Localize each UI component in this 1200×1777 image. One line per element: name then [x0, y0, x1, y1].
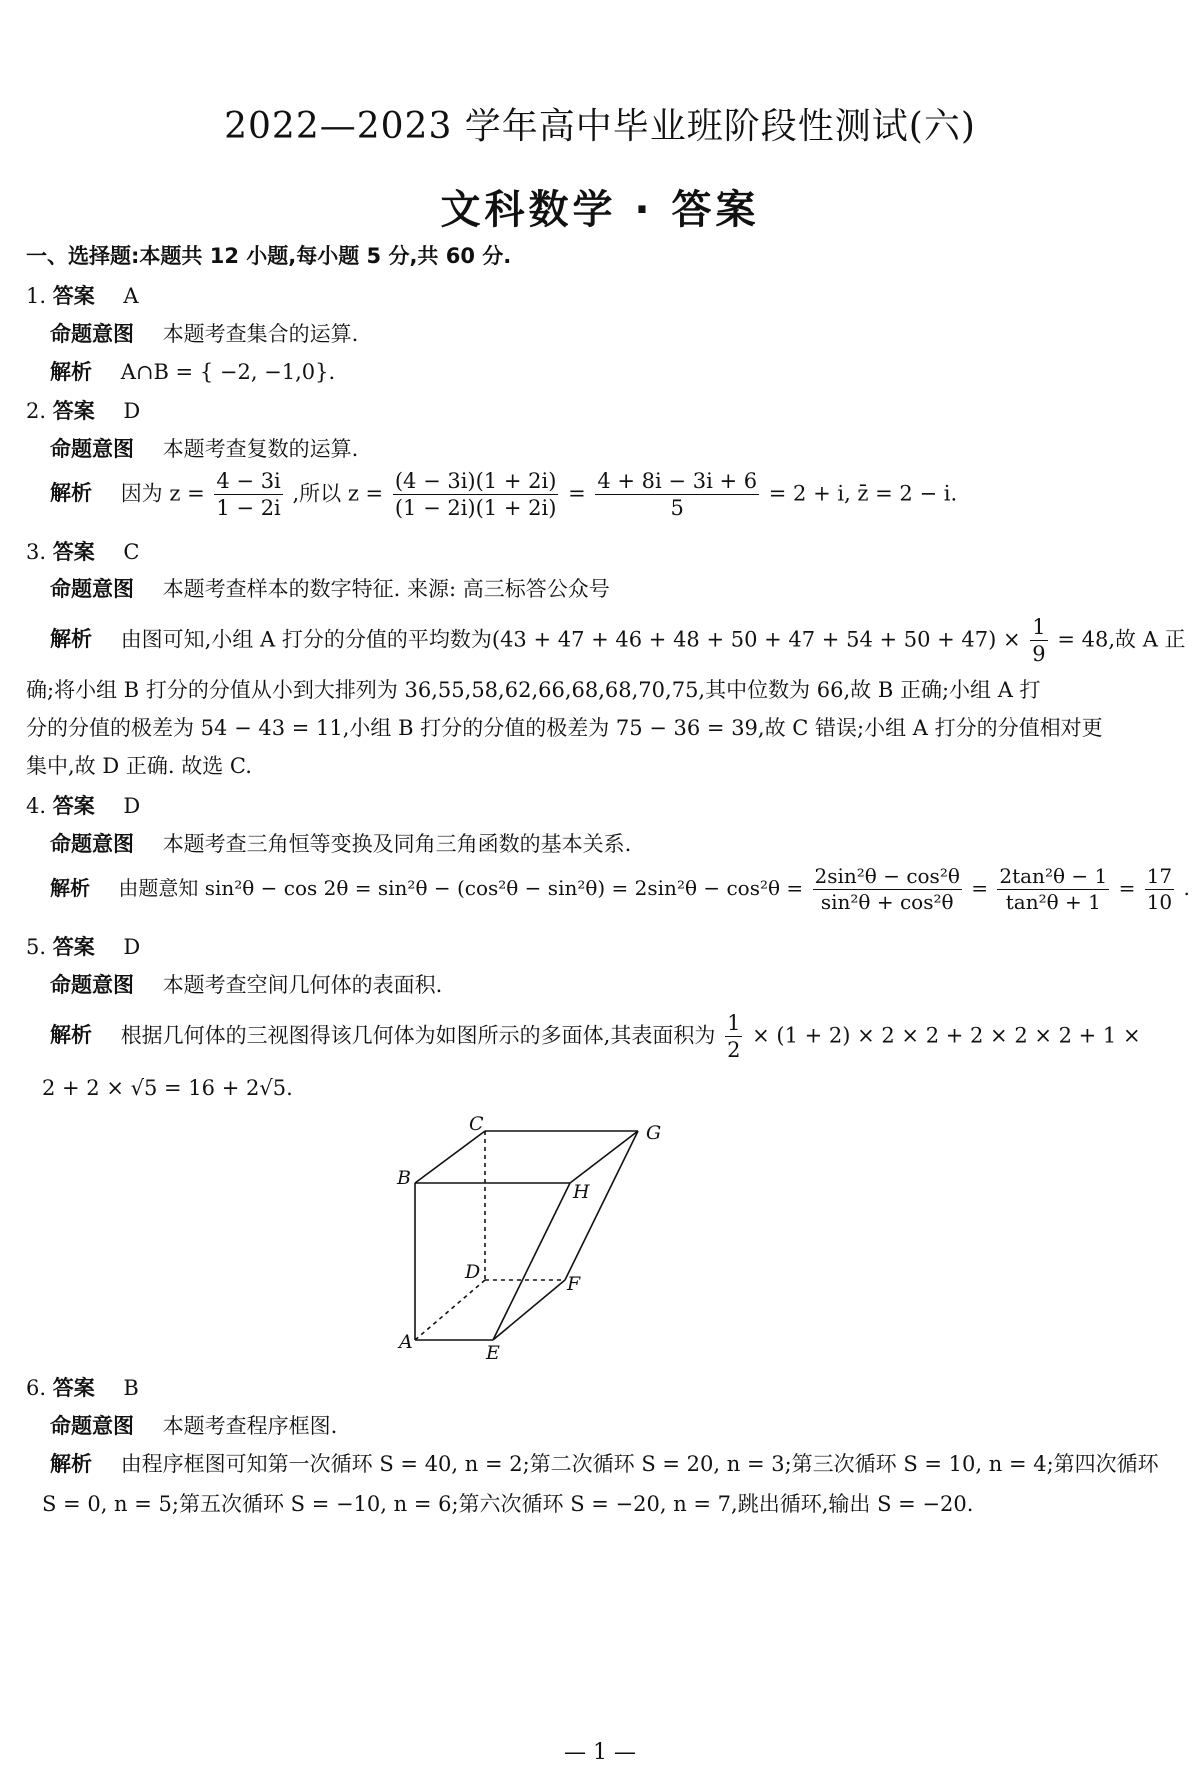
- q4-answer-row: [26, 790, 140, 820]
- q3-analysis-line4: 集中,故 D 正确. 故选 C.: [26, 754, 252, 778]
- vertex-label-c: C: [469, 1113, 484, 1135]
- q5-fraction: $\frac{1}{2}$: [727, 1011, 741, 1063]
- q2-number: 2.: [26, 399, 47, 423]
- edge-gh: [570, 1131, 638, 1183]
- q3-analysis-line2: 确;将小组 B 打分的分值从小到大排列为 36,55,58,62,66,68,68,70,75,其中位数为 66,故 B 正确;小组 A 打: [26, 678, 1041, 702]
- q6-analysis-row: [50, 1448, 1159, 1478]
- q3-analysis-label: 解析: [50, 627, 92, 652]
- q6-number: 6.: [26, 1376, 47, 1400]
- q2-analysis-pre: 因为 z =: [120, 481, 205, 506]
- q1-answer: A: [123, 284, 139, 308]
- q3-analysis-row: [50, 614, 1186, 668]
- page-title: 2022—2023 学年高中毕业班阶段性测试(六): [224, 106, 976, 147]
- q4-answer: D: [123, 794, 141, 818]
- q6-analysis-line2: S = 0, n = 5;第五次循环 S = −10, n = 6;第六次循环 S = −20, n = 7,跳出循环,输出 S = −20.: [42, 1492, 974, 1516]
- q3-answer-label: 答案: [52, 540, 95, 564]
- q2-analysis-label: 解析: [50, 481, 92, 506]
- q3-analysis-line3: 分的分值的极差为 54 − 43 = 11,小组 B 打分的分值的极差为 75 − 36 = 39,故 C 错误;小组 A 打分的分值相对更: [26, 716, 1103, 740]
- q1-number: 1.: [26, 284, 47, 308]
- q6-intent-label: 命题意图: [50, 1414, 134, 1438]
- q1-analysis-label: 解析: [50, 360, 92, 384]
- q2-fraction-3: $\frac{4 + 8i - 3i + 6}{5}$: [597, 469, 758, 521]
- q5-answer-row: [26, 931, 140, 961]
- q3-analysis-post: = 48,故 A 正: [1057, 627, 1186, 652]
- q4-intent: 本题考查三角恒等变换及同角三角函数的基本关系.: [162, 832, 632, 856]
- q4-fraction-3: $\frac{17}{10}$: [1146, 864, 1173, 914]
- q3-analysis-pre: 由图可知,小组 A 打分的分值的平均数为(43 + 47 + 46 + 48 + 50 + 47 + 54 + 50 + 47) ×: [120, 627, 1021, 652]
- q1-intent-row: [50, 318, 358, 348]
- q4-intent-label: 命题意图: [50, 832, 134, 856]
- q5-intent-row: [50, 969, 442, 999]
- q5-intent-label: 命题意图: [50, 973, 134, 997]
- page-subtitle: 文科数学 · 答案: [440, 187, 760, 233]
- q4-analysis-row: 解析 由题意知 sin²θ − cos 2θ = sin²θ − (cos²θ − sin²θ) = 2sin²θ − cos²θ = $\frac{\text{2sin²θ − cos²θ}}{\text{sin²θ + cos²θ}}$ = $\frac{\text{2tan²θ − 1}}{\text{tan²θ + 1}}$ = $\frac{17}{10}$ .: [50, 864, 1190, 914]
- section-heading: 一、选择题:本题共 12 小题,每小题 5 分,共 60 分.: [26, 244, 512, 268]
- q2-analysis-mid: ,所以 z =: [292, 481, 384, 506]
- q5-analysis-pre: 根据几何体的三视图得该几何体为如图所示的多面体,其表面积为: [120, 1023, 716, 1048]
- q3-fraction: $\frac{1}{9}$: [1032, 615, 1046, 667]
- q2-fraction-2: $\frac{(4 - 3i)(1 + 2i)}{(1 - 2i)(1 + 2i)}$: [394, 469, 557, 521]
- q3-intent: 本题考查样本的数字特征. 来源: 高三标答公众号: [162, 577, 610, 601]
- q4-analysis-label: 解析: [50, 876, 90, 900]
- q5-answer: D: [123, 935, 141, 959]
- q3-answer-row: [26, 536, 140, 566]
- q6-answer: B: [123, 1376, 139, 1400]
- edge-he: [493, 1183, 570, 1340]
- q5-intent: 本题考查空间几何体的表面积.: [162, 973, 443, 997]
- vertex-label-d: D: [465, 1261, 481, 1283]
- q2-analysis-end: = 2 + i, z̄ = 2 − i.: [768, 481, 958, 506]
- q1-answer-label: 答案: [52, 284, 95, 308]
- edge-gf: [565, 1131, 638, 1280]
- edge-fe: [493, 1280, 565, 1340]
- q4-number: 4.: [26, 794, 47, 818]
- q2-intent: 本题考查复数的运算.: [162, 437, 359, 461]
- polyhedron-figure: [397, 1108, 700, 1364]
- q6-analysis-label: 解析: [50, 1452, 92, 1476]
- vertex-label-h: H: [573, 1181, 590, 1203]
- q4-intent-row: [50, 828, 631, 858]
- q5-analysis-line2: 2 + 2 × √5 = 16 + 2√5.: [42, 1076, 293, 1100]
- q5-analysis-row: [50, 1010, 1141, 1064]
- edge-bc: [415, 1131, 485, 1183]
- page-number: — 1 —: [564, 1740, 636, 1765]
- q2-answer: D: [123, 399, 141, 423]
- q2-intent-row: [50, 433, 358, 463]
- q6-intent-row: [50, 1410, 337, 1440]
- q1-analysis-row: [50, 356, 335, 386]
- vertex-label-f: F: [567, 1273, 581, 1295]
- q4-analysis-pre: 由题意知 sin²θ − cos 2θ = sin²θ − (cos²θ − sin²θ) = 2sin²θ − cos²θ =: [118, 876, 804, 900]
- q5-analysis-post: × (1 + 2) × 2 × 2 + 2 × 2 × 2 + 1 ×: [752, 1023, 1141, 1048]
- vertex-label-g: G: [646, 1122, 662, 1144]
- q2-answer-row: [26, 395, 140, 425]
- q6-answer-label: 答案: [52, 1376, 95, 1400]
- q2-fraction-1: $\frac{4 - 3i}{1 - 2i}$: [216, 469, 281, 521]
- vertex-label-e: E: [486, 1342, 500, 1364]
- q6-answer-row: [26, 1372, 139, 1402]
- q4-fraction-1: $\frac{\text{2sin²θ − cos²θ}}{\text{sin²θ + cos²θ}}$: [814, 864, 960, 914]
- q3-intent-row: [50, 573, 610, 603]
- q1-answer-row: [26, 280, 139, 310]
- q4-answer-label: 答案: [52, 794, 95, 818]
- vertex-label-a: A: [399, 1331, 413, 1353]
- q1-analysis: A∩B = { −2, −1,0}.: [120, 360, 336, 384]
- q4-fraction-2: $\frac{\text{2tan²θ − 1}}{\text{tan²θ + 1}}$: [999, 864, 1108, 914]
- q1-intent: 本题考查集合的运算.: [162, 322, 359, 346]
- q5-number: 5.: [26, 935, 47, 959]
- q3-number: 3.: [26, 540, 47, 564]
- vertex-label-b: B: [397, 1167, 411, 1189]
- q1-intent-label: 命题意图: [50, 322, 134, 346]
- q5-answer-label: 答案: [52, 935, 95, 959]
- edge-da-hidden: [415, 1280, 485, 1340]
- q6-intent: 本题考查程序框图.: [162, 1414, 338, 1438]
- q5-analysis-label: 解析: [50, 1023, 92, 1048]
- q2-intent-label: 命题意图: [50, 437, 134, 461]
- q6-analysis-line1: 由程序框图可知第一次循环 S = 40, n = 2;第二次循环 S = 20, n = 3;第三次循环 S = 10, n = 4;第四次循环: [120, 1452, 1159, 1476]
- q3-answer: C: [123, 540, 140, 564]
- q2-analysis-row: 解析 因为 z = $\frac{4 - 3i}{1 - 2i}$ ,所以 z = $\frac{(4 - 3i)(1 + 2i)}{(1 - 2i)(1 + 2i)}$ = $\frac{4 + 8i - 3i + 6}{5}$ = 2 + i, z̄ = 2 − i.: [50, 469, 958, 521]
- q3-intent-label: 命题意图: [50, 577, 134, 601]
- q2-answer-label: 答案: [52, 399, 95, 423]
